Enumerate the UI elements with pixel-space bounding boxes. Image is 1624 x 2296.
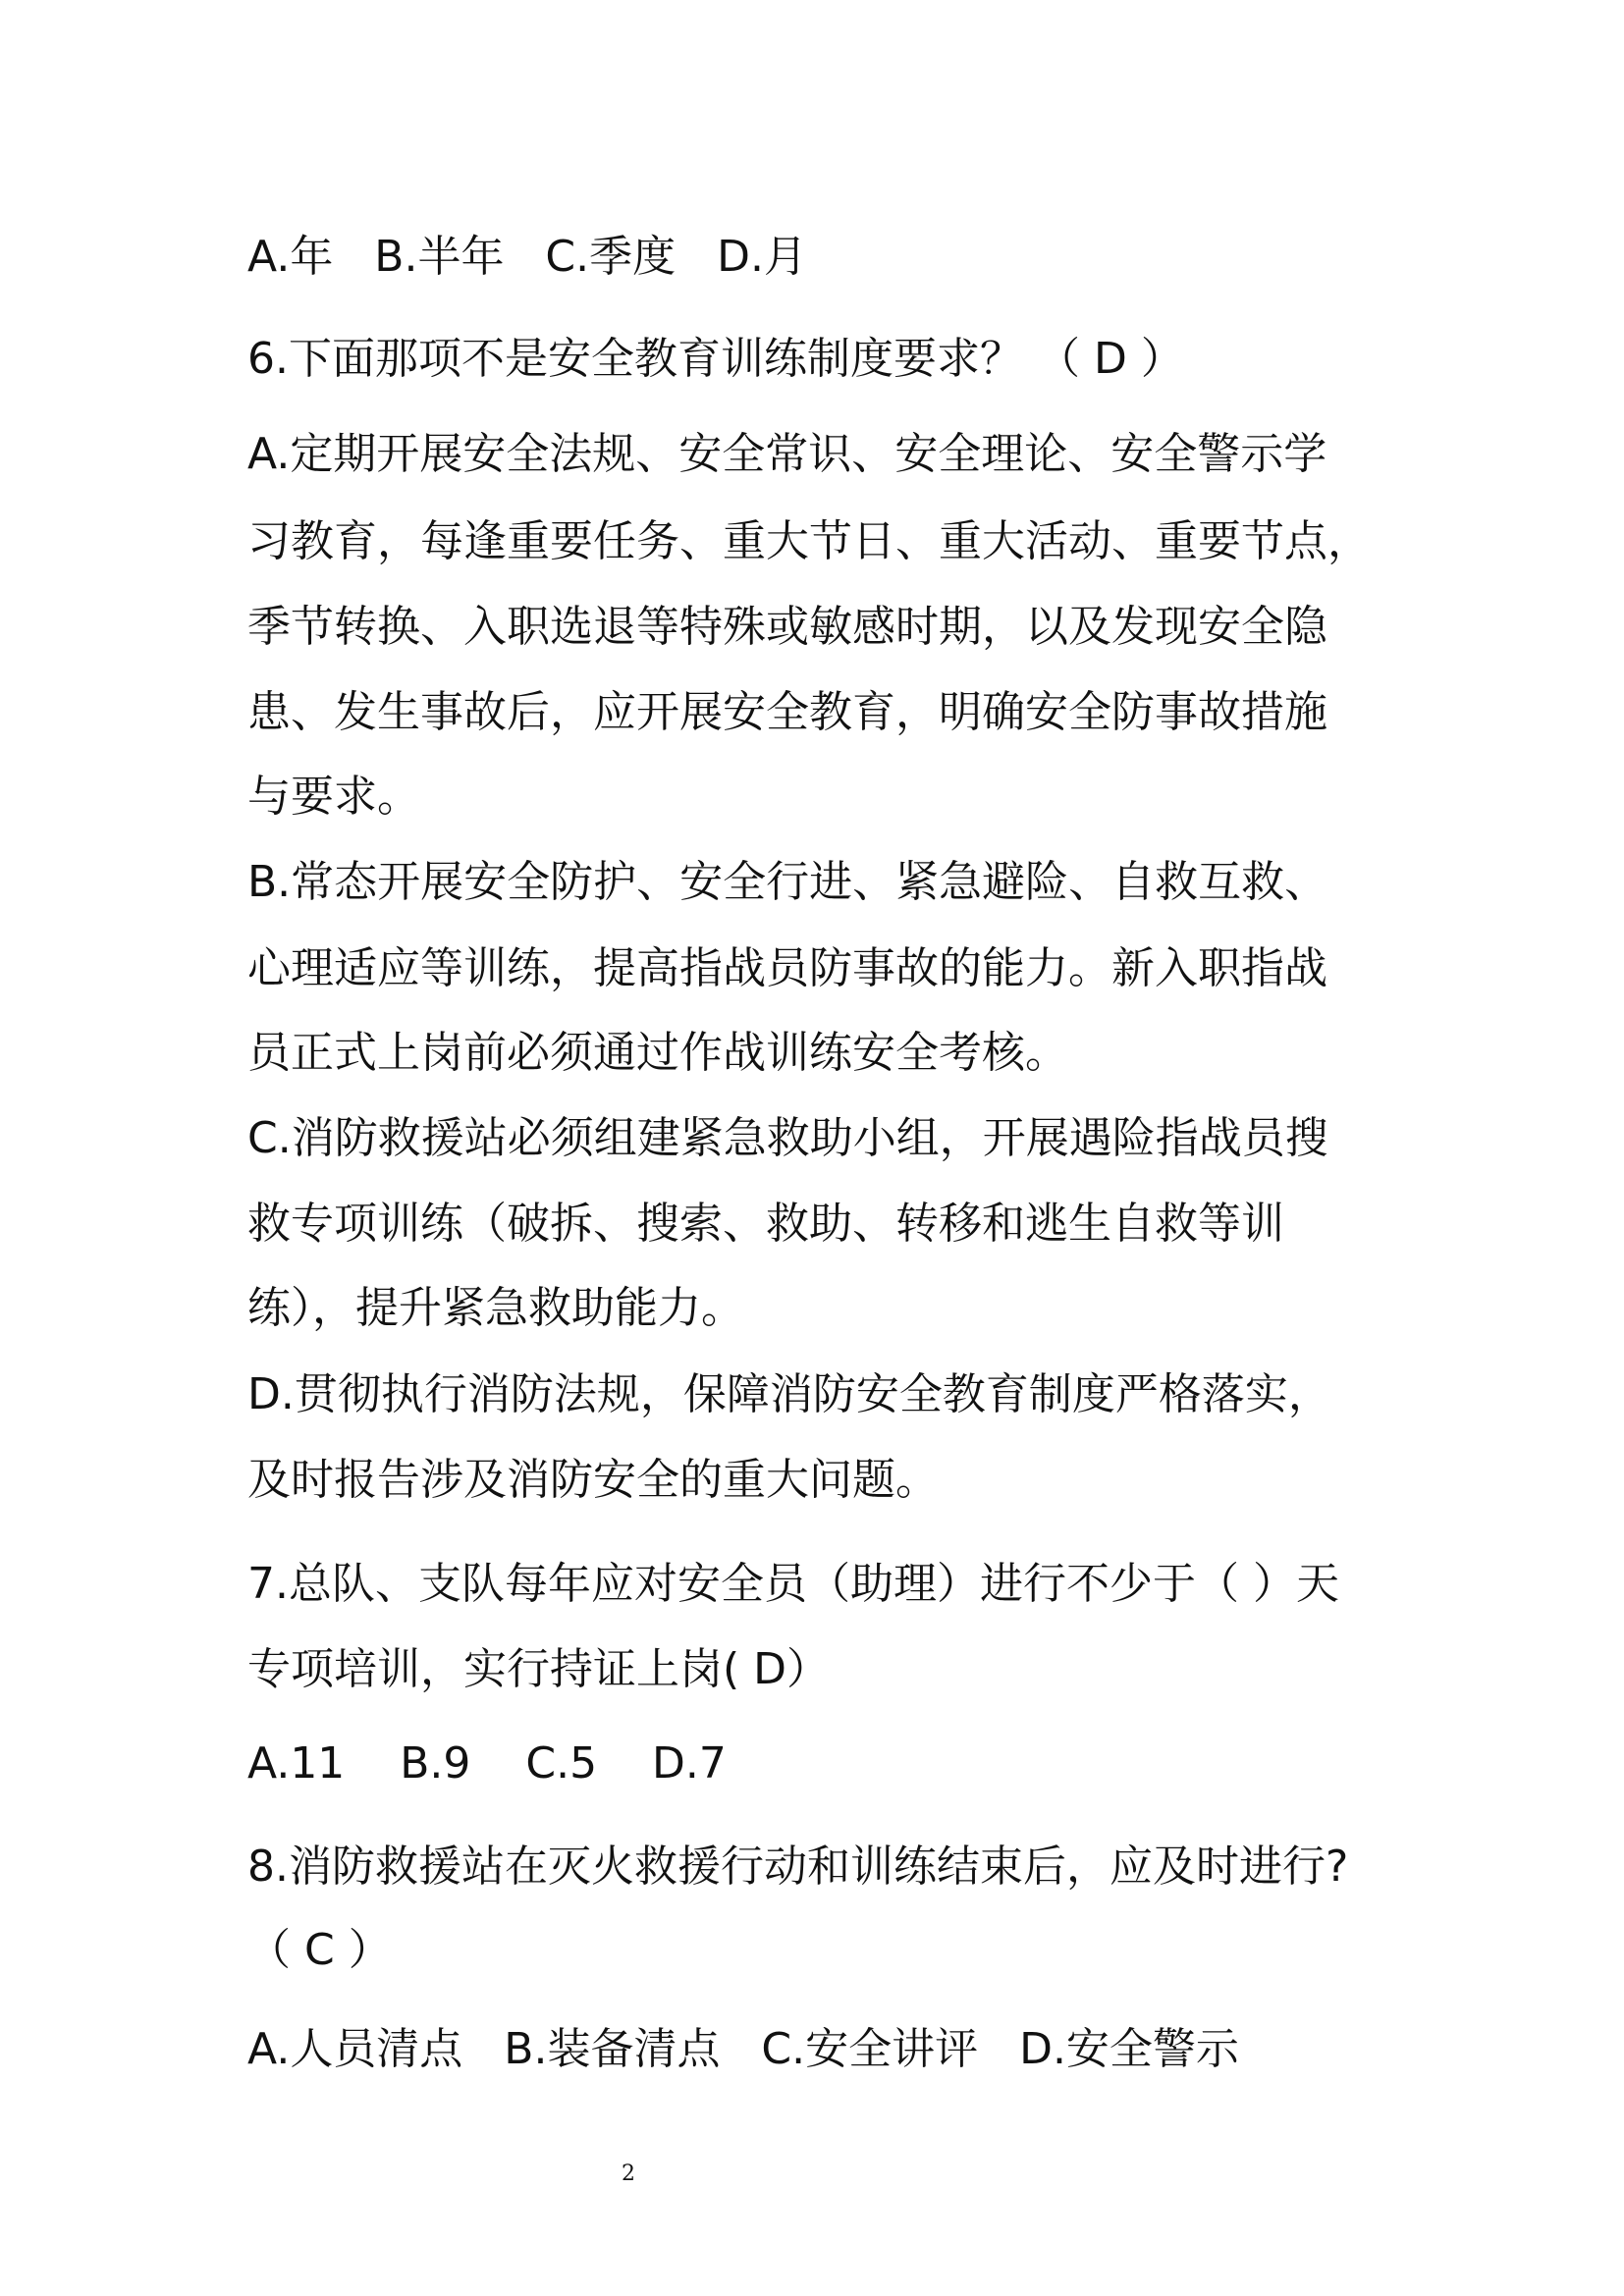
q6-option-a-line: A.定期开展安全法规、安全常识、安全理论、安全警示学 bbox=[247, 429, 1327, 479]
q6-option-d-line: D.贯彻执行消防法规，保障消防安全教育制度严格落实， bbox=[247, 1369, 1331, 1419]
q6-option-d-line: 及时报告涉及消防安全的重大问题。 bbox=[247, 1455, 939, 1505]
q8-question-line: 8.消防救援站在灭火救援行动和训练结束后，应及时进行? bbox=[247, 1842, 1349, 1892]
q5-options: A.年 B.半年 C.季度 D.月 bbox=[247, 232, 807, 282]
q6-option-b-line: 员正式上岗前必须通过作战训练安全考核。 bbox=[247, 1028, 1068, 1078]
q7-question-line: 7.总队、支队每年应对安全员（助理）进行不少于（ ）天 bbox=[247, 1559, 1339, 1609]
q6-option-b-line: 心理适应等训练，提高指战员防事故的能力。新入职指战 bbox=[247, 943, 1327, 993]
q7-question-line: 专项培训，实行持证上岗( D） bbox=[247, 1644, 831, 1694]
q6-option-a-line: 与要求。 bbox=[247, 772, 420, 822]
q6-option-a-line: 习教育，每逢重要任务、重大节日、重大活动、重要节点， bbox=[247, 516, 1371, 566]
q6-option-c-line: 救专项训练（破拆、搜索、救助、转移和逃生自救等训 bbox=[247, 1199, 1284, 1249]
q6-option-a-line: 季节转换、入职选退等特殊或敏感时期，以及发现安全隐 bbox=[247, 602, 1327, 652]
q6-option-b-line: B.常态开展安全防护、安全行进、紧急避险、自救互救、 bbox=[247, 857, 1328, 907]
q6-option-a-line: 患、发生事故后，应开展安全教育，明确安全防事故措施 bbox=[247, 687, 1327, 737]
q6-question: 6.下面那项不是安全教育训练制度要求？ （ D ） bbox=[247, 334, 1184, 384]
q6-option-c-line: C.消防救援站必须组建紧急救助小组，开展遇险指战员搜 bbox=[247, 1113, 1328, 1163]
q8-options: A.人员清点 B.装备清点 C.安全讲评 D.安全警示 bbox=[247, 2024, 1239, 2074]
q8-question-line: （ C ） bbox=[247, 1925, 392, 1975]
page-number: 2 bbox=[622, 2162, 635, 2186]
q6-option-c-line: 练），提升紧急救助能力。 bbox=[247, 1283, 744, 1333]
q7-options: A.11 B.9 C.5 D.7 bbox=[247, 1738, 727, 1789]
